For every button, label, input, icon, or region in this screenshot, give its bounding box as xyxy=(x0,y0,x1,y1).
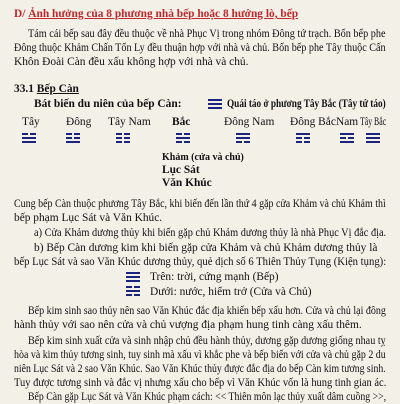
section-title: Bếp Càn xyxy=(36,83,79,95)
body-p2-line-2: hành thủy với sao nên cửa và chủ vượng địa phạm hung tinh càng xấu thêm. xyxy=(14,319,362,331)
hexagram-bottom-label: Dưới: nước, hiểm trở (Cửa và Chủ) xyxy=(150,286,312,298)
section-heading xyxy=(14,82,79,96)
body-item-b-line-2: bếp Lục Sát và sao Văn Khúc dương thủy, quẻ dịch số 6 Thiên Thủy Tụng (Kiện tụng): xyxy=(14,256,387,268)
grid-header-label: Bát biến du niên của bếp Càn: xyxy=(34,98,182,110)
intro-line-2: Đông thuộc Khảm Chấn Tốn Ly đều thuận hợp với nhà và chủ. Bốn bếp phe Tây thuộc Cấn xyxy=(14,42,386,54)
trigram-xun-icon xyxy=(236,133,250,143)
hexagram-top-label: Trên: trời, cứng mạnh (Bếp) xyxy=(150,271,279,283)
intro-line-3: Khôn Đoài Càn đều xấu không hợp với nhà và chủ. xyxy=(14,56,249,68)
heading-label: D/ xyxy=(14,8,26,20)
grid-header-symbol-name: Quái táo ở phương Tây Bắc (Tây tứ táo) xyxy=(227,98,386,110)
trigram-dui-icon xyxy=(22,133,36,143)
body-p3-line-4: Tuy được tương sinh và đắc vị nhưng xấu cho bếp vì Văn Khúc vốn là hung tinh gian ác. xyxy=(14,377,387,389)
trigram-kun-icon xyxy=(116,133,130,143)
qian-trigram-icon xyxy=(208,99,222,109)
intro-line-1: Tám cái bếp sau đây đều thuộc về nhà Phục Vị trong nhóm Đông tứ trạch. Bốn bếp phe xyxy=(28,28,386,40)
body-p3-line-2: hòa và kim thủy tương sinh, tuy sinh mà xấu vì khắc phe và bếp biến với cửa và chủ gặp 2 du xyxy=(14,349,386,361)
body-p1-line-1: Cung bếp Càn thuộc phương Tây Bắc, khi biến đến lần thứ 4 gặp cửa Khảm và chủ Khảm thì xyxy=(14,198,386,210)
body-p4-line-1: Bếp Càn gặp Lục Sát và Văn Khúc phạm cách: << Thiên môn lạc thủy xuất dâm cuồng >>, xyxy=(28,391,387,403)
heading-title: Ảnh hưởng của 8 phương nhà bếp hoặc 8 hướng lò, bếp xyxy=(28,8,299,20)
body-item-a: a) Cửa Khảm dương thủy khi biến gặp chủ Khảm dương thủy là nhà Phục Vị đắc địa. xyxy=(34,227,387,239)
hexagram-lower-icon xyxy=(126,286,140,296)
hexagram-upper-icon xyxy=(126,272,140,282)
trigram-qian-icon xyxy=(366,133,380,143)
body-p3-line-3: niên Lục Sát và 2 sao Văn Khúc. Sao Văn Khúc thủy được đắc địa do bếp Càn kim tương sinh. xyxy=(14,363,386,375)
direction-east: Đông xyxy=(66,116,92,128)
body-p3-line-1: Bếp kim sinh xuất cửa và sinh nhập chủ đều hành thủy, dương gặp dương giống nhau tỵ xyxy=(28,335,386,347)
trigram-gen-icon xyxy=(296,133,310,143)
trigram-kan-icon xyxy=(176,133,190,143)
body-p2-line-1: Bếp kim sinh sao thủy nên sao Văn Khúc đắc địa khiến bếp xấu hơn. Cửa và chủ lại đông xyxy=(28,305,386,317)
bac-detail-luc-sat: Lục Sát xyxy=(162,164,200,176)
body-p1-line-2: bếp phạm Lục Sát và Văn Khúc. xyxy=(14,212,163,224)
direction-northeast: Đông Bắc xyxy=(290,116,336,128)
direction-west: Tây xyxy=(22,116,40,128)
body-item-b-line-1: b) Bếp Càn dương kim khi biến gặp cửa Khảm và chủ Khảm dương thủy là xyxy=(34,242,378,254)
trigram-zhen-icon xyxy=(66,133,80,143)
direction-north: Bắc xyxy=(172,116,191,128)
direction-northwest: Tây Bắc xyxy=(360,116,387,128)
direction-southeast: Đông Nam xyxy=(224,116,275,128)
bac-detail-van-khuc: Văn Khúc xyxy=(162,177,212,189)
bac-detail-kham: Khảm (cửa và chủ) xyxy=(162,152,244,163)
section-number: 33.1 xyxy=(14,83,34,95)
direction-south: Nam xyxy=(336,116,359,128)
trigram-li-icon xyxy=(340,133,354,143)
direction-southwest: Tây Nam xyxy=(108,116,151,128)
